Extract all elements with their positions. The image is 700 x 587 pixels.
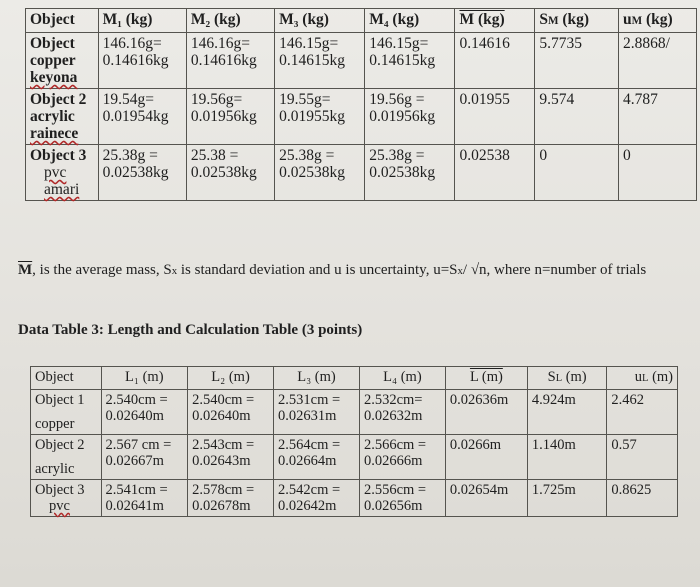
row-object <box>31 435 102 480</box>
header-std-dev-unit: (m) <box>562 369 587 385</box>
cell-kg: 0.01956kg <box>369 108 436 125</box>
cell-cm: 2.578cm = <box>192 482 255 498</box>
header-m3: M₃ (kg) <box>275 9 365 33</box>
cell-cm: 2.540cm = <box>105 392 168 408</box>
length-table-header <box>31 367 678 390</box>
cell-average: 0.02636m <box>445 390 527 435</box>
cell-m4 <box>365 89 455 145</box>
object-label: Object 3 <box>30 147 87 164</box>
header-l4: L₄ (m) <box>359 367 445 390</box>
note-text-2: is standard deviation and u is uncertainty, u=S <box>177 262 458 278</box>
object-material: pvc <box>49 498 70 514</box>
object-owner: rainece <box>30 125 79 142</box>
cell-grams: 25.38g = <box>369 147 425 164</box>
header-object: Object <box>31 367 102 390</box>
cell-m3 <box>275 145 365 201</box>
object-label: Object 2 <box>35 437 85 453</box>
cell-m: 0.02641m <box>105 498 164 514</box>
object-material: copper <box>30 52 76 69</box>
mass-table <box>25 8 697 201</box>
cell-m: 0.02678m <box>192 498 251 514</box>
cell-kg: 0.14616kg <box>102 52 169 69</box>
cell-spacer <box>35 408 97 416</box>
cell-m4 <box>365 145 455 201</box>
cell-uncertainty: 0 <box>618 145 696 201</box>
note-sub-2: x <box>457 265 463 277</box>
header-m1: M₁ (kg) <box>98 9 186 33</box>
header-uncertainty <box>618 9 696 33</box>
cell-l4 <box>359 435 445 480</box>
cell-cm: 2.542cm = <box>278 482 341 498</box>
cell-average: 0.02538 <box>455 145 535 201</box>
header-l3: L₃ (m) <box>274 367 360 390</box>
header-std-dev-s: S <box>547 369 556 385</box>
cell-kg: 0.01955kg <box>279 108 345 125</box>
cell-grams: 146.15g= <box>279 35 339 52</box>
header-m4: M₄ (kg) <box>365 9 455 33</box>
header-uncertainty-sub: M <box>631 15 643 27</box>
cell-kg: 0.02538kg <box>102 164 169 181</box>
row-object <box>31 390 102 435</box>
header-uncertainty <box>607 367 678 390</box>
cell-kg: 0.14615kg <box>279 52 345 69</box>
cell-l2 <box>188 435 274 480</box>
object-material: pvc <box>44 164 67 181</box>
cell-m3 <box>275 89 365 145</box>
cell-cm: 2.567 cm = <box>105 437 172 453</box>
cell-m: 0.02656m <box>363 498 423 514</box>
object-material: acrylic <box>35 461 75 477</box>
cell-std-dev: 4.924m <box>527 390 607 435</box>
cell-m2 <box>186 33 274 89</box>
cell-grams: 19.56g = <box>369 91 425 108</box>
cell-m: 0.02664m <box>278 453 337 469</box>
row-object <box>26 89 99 145</box>
cell-grams: 146.15g= <box>369 35 429 52</box>
cell-l4 <box>359 390 445 435</box>
cell-kg: 0.14615kg <box>369 52 436 69</box>
object-label: Object 2 <box>30 91 87 108</box>
cell-l3 <box>274 480 360 517</box>
cell-l1 <box>101 390 188 435</box>
mass-table-header <box>26 9 697 33</box>
cell-l1 <box>101 435 188 480</box>
cell-m1 <box>98 33 186 89</box>
cell-m: 0.02643m <box>192 453 251 469</box>
cell-kg: 0.02538kg <box>279 164 345 181</box>
cell-std-dev: 0 <box>535 145 619 201</box>
header-std-dev-unit: (kg) <box>558 11 590 28</box>
cell-grams: 19.55g= <box>279 91 331 108</box>
definition-note <box>18 262 678 280</box>
table-row <box>31 390 678 435</box>
cell-cm: 2.566cm = <box>363 437 427 453</box>
cell-grams: 146.16g= <box>102 35 162 52</box>
object-label: Object 1 <box>35 392 85 408</box>
note-text-3: / √n, where n=number of trials <box>462 262 647 278</box>
cell-spacer <box>35 453 97 461</box>
cell-grams: 25.38g = <box>279 147 335 164</box>
table-row <box>26 89 697 145</box>
cell-kg: 0.02538kg <box>369 164 436 181</box>
header-m2: M₂ (kg) <box>186 9 274 33</box>
cell-average: 0.01955 <box>455 89 535 145</box>
cell-kg: 0.01956kg <box>190 108 257 125</box>
cell-uncertainty: 0.8625 <box>607 480 678 517</box>
cell-kg: 0.02538kg <box>190 164 257 181</box>
cell-std-dev: 1.140m <box>527 435 607 480</box>
header-l1: L₁ (m) <box>101 367 188 390</box>
cell-uncertainty: 2.8868/ <box>618 33 696 89</box>
cell-kg: 0.14616kg <box>190 52 257 69</box>
table3-title: Data Table 3: Length and Calculation Table (3 points) <box>18 322 363 338</box>
table-row <box>26 145 697 201</box>
cell-cm: 2.556cm = <box>363 482 427 498</box>
row-object <box>26 33 99 89</box>
cell-m: 0.02640m <box>105 408 164 424</box>
cell-average: 0.0266m <box>445 435 527 480</box>
cell-m2 <box>186 89 274 145</box>
header-average-length-text: L (m) <box>469 369 503 385</box>
cell-kg: 0.01954kg <box>102 108 169 125</box>
cell-uncertainty: 4.787 <box>618 89 696 145</box>
cell-m2 <box>186 145 274 201</box>
cell-cm: 2.531cm = <box>278 392 341 408</box>
header-std-dev <box>527 367 607 390</box>
object-material: acrylic <box>30 108 75 125</box>
cell-m1 <box>98 89 186 145</box>
object-owner: keyona <box>30 69 78 86</box>
cell-cm: 2.532cm= <box>363 392 423 408</box>
cell-grams: 25.38 = <box>190 147 239 164</box>
cell-cm: 2.564cm = <box>278 437 341 453</box>
note-mass-symbol: $\overline{M}$ <box>18 262 33 278</box>
object-owner: amari <box>44 181 80 198</box>
cell-m: 0.02632m <box>363 408 423 424</box>
cell-average: 0.14616 <box>455 33 535 89</box>
cell-uncertainty: 0.57 <box>607 435 678 480</box>
cell-std-dev: 5.7735 <box>535 33 619 89</box>
header-uncertainty-sub: L <box>642 373 649 384</box>
cell-grams: 25.38g = <box>102 147 158 164</box>
cell-grams: 19.54g= <box>102 91 154 108</box>
object-label: Object <box>30 35 75 52</box>
cell-l2 <box>188 480 274 517</box>
note-sub-1: x <box>171 265 178 277</box>
cell-grams: 146.16g= <box>190 35 250 52</box>
cell-std-dev: 1.725m <box>527 480 607 517</box>
cell-l3 <box>274 390 360 435</box>
header-uncertainty-unit: (kg) <box>642 11 673 28</box>
cell-l3 <box>274 435 360 480</box>
header-std-dev-sub: M <box>547 15 559 27</box>
cell-uncertainty: 2.462 <box>607 390 678 435</box>
row-object <box>31 480 102 517</box>
cell-l1 <box>101 480 188 517</box>
cell-grams: 19.56g= <box>190 91 243 108</box>
header-average-length <box>445 367 527 390</box>
cell-cm: 2.541cm = <box>105 482 168 498</box>
object-label: Object 3 <box>35 482 85 498</box>
cell-m: 0.02642m <box>278 498 337 514</box>
cell-l2 <box>188 390 274 435</box>
cell-average: 0.02654m <box>445 480 527 517</box>
header-uncertainty-u: u <box>622 11 632 28</box>
cell-m4 <box>365 33 455 89</box>
cell-l4 <box>359 480 445 517</box>
cell-m: 0.02667m <box>105 453 164 469</box>
cell-m: 0.02640m <box>192 408 251 424</box>
table-row <box>26 33 697 89</box>
cell-std-dev: 9.574 <box>535 89 619 145</box>
header-std-dev-sub: L <box>555 373 563 384</box>
header-uncertainty-u: u <box>634 369 643 385</box>
header-average-mass: M (kg) <box>455 9 535 33</box>
note-text-1: , is the average mass, S <box>32 262 172 278</box>
cell-m: 0.02631m <box>278 408 337 424</box>
cell-m1 <box>98 145 186 201</box>
header-object: Object <box>26 9 99 33</box>
cell-cm: 2.543cm = <box>192 437 255 453</box>
cell-m3 <box>275 33 365 89</box>
header-l2: L₂ (m) <box>188 367 274 390</box>
header-uncertainty-unit: (m) <box>648 369 673 385</box>
cell-m: 0.02666m <box>363 453 423 469</box>
header-std-dev <box>535 9 619 33</box>
table-row <box>31 480 678 517</box>
length-table <box>30 366 678 517</box>
header-std-dev-s: S <box>539 11 548 28</box>
object-material: copper <box>35 416 75 432</box>
table-row <box>31 435 678 480</box>
row-object <box>26 145 99 201</box>
cell-cm: 2.540cm = <box>192 392 255 408</box>
